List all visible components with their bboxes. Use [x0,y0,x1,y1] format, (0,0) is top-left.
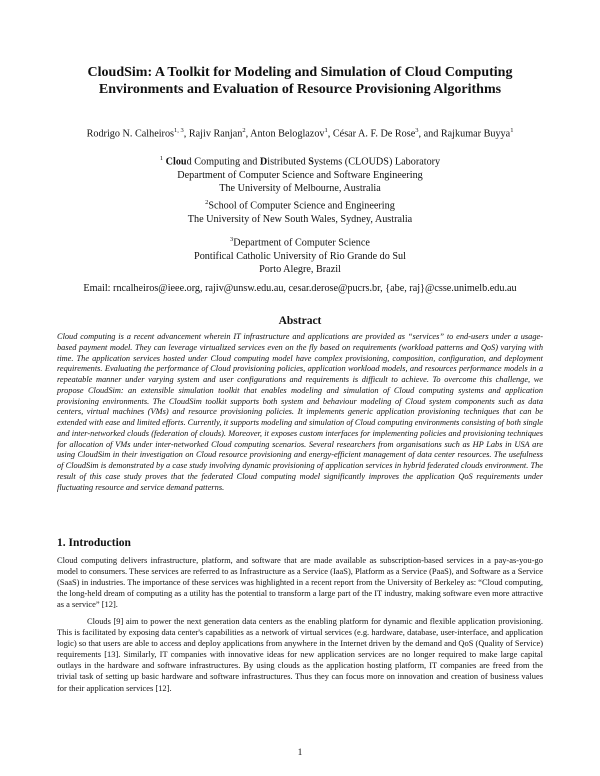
author-name: Rodrigo N. Calheiros [86,128,174,140]
author-affiliation-mark: 1 [324,127,328,134]
title-line-2: Environments and Evaluation of Resource Provisioning Algorithms [98,82,502,97]
affiliation-lab: $^1$ Cloud Computing and Distributed Systems (CLOUDS) Laboratory [159,155,441,168]
author-list: Rodrigo N. Calheiros$^{1, 3}$, Rajiv Ranjan$^2$, Anton Beloglazov$^1$, César A. F. De Rose$^3$, and Rajkumar Buyya$^1$ [86,127,514,140]
abstract-heading: Abstract [278,315,322,327]
author-affiliation-mark: 3 [415,127,419,134]
affiliation-2 [80,196,520,226]
author-name: Anton Beloglazov [250,128,325,140]
author-name: César A. F. De Rose [332,128,416,140]
affiliation-3 [80,233,520,277]
author-name: Rajiv Ranjan [188,128,243,140]
paper-title [60,64,540,98]
affiliation-department: $^3$Department of Computer Science [230,236,370,249]
page-number: 1 [297,748,303,758]
affiliation-department: Department of Computer Science and Software Engineering [177,169,423,181]
author-affiliation-mark: 2 [242,127,246,134]
author-emails: Email: rncalheiros@ieee.org, rajiv@unsw.edu.au, cesar.derose@pucrs.br, {abe, raj}@csse.unimelb.edu.au [83,283,517,294]
author-affiliation-mark: 1, 3 [174,127,184,134]
abstract-body: Cloud computing is a recent advancement wherein IT infrastructure and applications are provided as “services” to end-users under a usage-based payment model. They can leverage virtualized services even on the fly based on requirements (workload patterns and QoS) varying with time. The application services hosted under Cloud computing model have complex provisioning, composition, configuration, and deployment requirements. Evaluating the performance of Cloud provisioning policies, application workload models, and resources performance models in a repeatable manner under varying system and user configurations and requirements is difficult to achieve. To overcome this challenge, we propose CloudSim: an extensible simulation toolkit that enables modeling and simulation of Cloud computing systems and application provisioning environments. The CloudSim toolkit supports both system and behaviour modeling of Cloud system components such as data centers, virtual machines (VMs) and resource provisioning policies. It implements generic application provisioning techniques that can be extended with ease and limited efforts. Currently, it supports modeling and simulation of Cloud computing environments consisting of both single and inter-networked clouds (federation of clouds). Moreover, it exposes custom interfaces for implementing policies and provisioning techniques for allocation of VMs under inter-networked Cloud computing scenarios. Several researchers from organisations such as HP Labs in USA are using CloudSim in their investigation on Cloud resource provisioning and energy-efficient management of data center resources. The usefulness of CloudSim is demonstrated by a case study involving dynamic provisioning of application services in hybrid federated clouds environment. The result of this case study proves that the federated Cloud computing model significantly improves the application QoS requirements under fluctuating resource and service demand patterns. [57,332,543,492]
affiliation-school: $^2$School of Computer Science and Engineering [205,199,395,212]
affiliation-1 [80,152,520,196]
body-paragraph: Cloud computing delivers infrastructure, platform, and software that are made available as subscription-based services in a pay-as-you-go model to consumers. These services are referred to as Infrastructure as a Service (IaaS), Platform as a Service (PaaS), and Software as a Service (SaaS) in industries. The importance of these services was highlighted in a recent report from the University of Berkeley as: “Cloud computing, the long-held dream of computing as a utility has the potential to transform a large part of the IT industry, making software even more attractive as a service” [12]. [57,555,543,610]
section-heading-introduction: 1. Introduction [57,537,131,549]
author-name: Rajkumar Buyya [440,128,511,140]
body-paragraph: Clouds [9] aim to power the next generation data centers as the enabling platform for dynamic and flexible application provisioning. This is facilitated by exposing data center's capabilities as a network of virtual services (e.g. hardware, database, user-interface, and application logic) so that users are able to access and deploy applications from anywhere in the Internet driven by the demand and QoS (Quality of Service) requirements [13]. Similarly, IT companies with innovative ideas for new application services are no longer required to make large capital outlays in the hardware and software infrastructures. By using clouds as the application hosting platform, IT companies are freed from the trivial task of setting up basic hardware and software infrastructures. Thus they can focus more on innovation and creation of business values for their application services [12]. [57,616,543,693]
affiliation-university: The University of Melbourne, Australia [219,183,381,195]
affiliation-university: The University of New South Wales, Sydney, Australia [187,213,413,225]
title-line-1: CloudSim: A Toolkit for Modeling and Simulation of Cloud Computing [87,65,513,80]
affiliation-university: Pontifical Catholic University of Rio Grande do Sul [194,250,406,262]
affiliation-city: Porto Alegre, Brazil [259,264,341,276]
author-affiliation-mark: 1 [510,127,514,134]
